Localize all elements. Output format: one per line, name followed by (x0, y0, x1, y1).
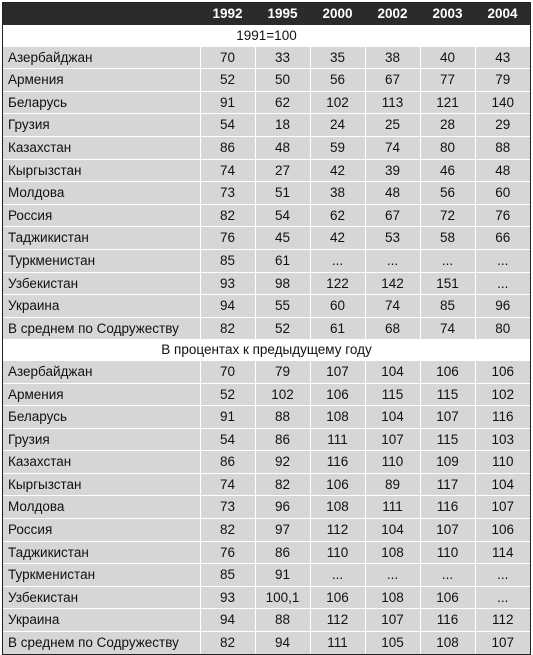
table-row (3, 204, 530, 227)
value-cell: 112 (310, 609, 365, 632)
year-header: 1995 (255, 3, 310, 25)
value-cell: ... (310, 249, 365, 272)
value-cell: 111 (310, 428, 365, 451)
value-cell: 73 (200, 182, 255, 205)
value-cell: 28 (420, 114, 475, 137)
value-cell: 106 (475, 361, 530, 383)
section-header-row (3, 339, 530, 361)
value-cell: 66 (475, 227, 530, 250)
value-cell: 112 (310, 519, 365, 542)
table-row (3, 428, 530, 451)
year-header: 2000 (310, 3, 365, 25)
value-cell: 76 (200, 227, 255, 250)
value-cell: 88 (255, 609, 310, 632)
value-cell: 91 (255, 564, 310, 587)
table-row (3, 136, 530, 159)
value-cell: 107 (420, 406, 475, 429)
value-cell: 106 (420, 361, 475, 383)
country-name: Узбекистан (3, 586, 200, 609)
value-cell: 77 (420, 69, 475, 92)
value-cell: 76 (475, 204, 530, 227)
value-cell: 107 (475, 632, 530, 654)
value-cell: 62 (255, 91, 310, 114)
value-cell: 107 (365, 428, 420, 451)
value-cell: 42 (310, 159, 365, 182)
value-cell: 43 (475, 47, 530, 69)
value-cell: 61 (255, 249, 310, 272)
value-cell: 110 (420, 541, 475, 564)
year-header: 2003 (420, 3, 475, 25)
section-title: 1991=100 (3, 25, 530, 47)
value-cell: 94 (200, 295, 255, 318)
value-cell: 93 (200, 272, 255, 295)
value-cell: 96 (255, 496, 310, 519)
table-row (3, 69, 530, 92)
value-cell: 82 (200, 632, 255, 654)
value-cell: 94 (255, 632, 310, 654)
value-cell: 108 (310, 406, 365, 429)
value-cell: 74 (365, 136, 420, 159)
value-cell: 108 (420, 632, 475, 654)
table-row (3, 564, 530, 587)
value-cell: 115 (420, 428, 475, 451)
value-cell: 142 (365, 272, 420, 295)
country-name: Узбекистан (3, 272, 200, 295)
value-cell: 74 (200, 473, 255, 496)
value-cell: 74 (420, 317, 475, 339)
value-cell: 107 (365, 609, 420, 632)
value-cell: 45 (255, 227, 310, 250)
value-cell: 108 (365, 541, 420, 564)
value-cell: ... (365, 564, 420, 587)
value-cell: 82 (255, 473, 310, 496)
value-cell: 85 (200, 249, 255, 272)
country-name: Казахстан (3, 136, 200, 159)
year-header: 2002 (365, 3, 420, 25)
value-cell: 79 (255, 361, 310, 383)
country-name: Беларусь (3, 91, 200, 114)
value-cell: 72 (420, 204, 475, 227)
value-cell: 107 (420, 519, 475, 542)
table-row (3, 519, 530, 542)
value-cell: 113 (365, 91, 420, 114)
value-cell: 61 (310, 317, 365, 339)
value-cell: 18 (255, 114, 310, 137)
value-cell: 109 (420, 451, 475, 474)
value-cell: 40 (420, 47, 475, 69)
value-cell: 67 (365, 69, 420, 92)
value-cell: 100,1 (255, 586, 310, 609)
country-name: Азербайджан (3, 361, 200, 383)
value-cell: 24 (310, 114, 365, 137)
table-row (3, 227, 530, 250)
country-name: Россия (3, 204, 200, 227)
value-cell: 122 (310, 272, 365, 295)
country-name: Туркменистан (3, 249, 200, 272)
value-cell: 106 (420, 586, 475, 609)
value-cell: 110 (475, 451, 530, 474)
value-cell: 70 (200, 361, 255, 383)
country-name: Кыргызстан (3, 473, 200, 496)
value-cell: 27 (255, 159, 310, 182)
value-cell: 106 (310, 383, 365, 406)
value-cell: 54 (255, 204, 310, 227)
value-cell: 91 (200, 406, 255, 429)
value-cell: 54 (200, 428, 255, 451)
value-cell: 102 (310, 91, 365, 114)
value-cell: 115 (365, 383, 420, 406)
country-name: Армения (3, 69, 200, 92)
table-row (3, 609, 530, 632)
value-cell: 51 (255, 182, 310, 205)
value-cell: 86 (255, 541, 310, 564)
value-cell: 85 (420, 295, 475, 318)
value-cell: ... (475, 586, 530, 609)
table-row (3, 361, 530, 383)
value-cell: 38 (365, 47, 420, 69)
value-cell: 29 (475, 114, 530, 137)
country-name: Армения (3, 383, 200, 406)
value-cell: 42 (310, 227, 365, 250)
value-cell: 86 (200, 451, 255, 474)
value-cell: 54 (200, 114, 255, 137)
table-row (3, 406, 530, 429)
country-name: Молдова (3, 182, 200, 205)
value-cell: 56 (420, 182, 475, 205)
section-title: В процентах к предыдущему году (3, 339, 530, 361)
value-cell: 52 (200, 69, 255, 92)
value-cell: ... (310, 564, 365, 587)
value-cell: 85 (200, 564, 255, 587)
value-cell: 93 (200, 586, 255, 609)
value-cell: 82 (200, 519, 255, 542)
value-cell: 114 (475, 541, 530, 564)
value-cell: 121 (420, 91, 475, 114)
header-row (3, 3, 530, 25)
value-cell: 67 (365, 204, 420, 227)
table-row (3, 114, 530, 137)
country-name: Беларусь (3, 406, 200, 429)
table-row (3, 541, 530, 564)
value-cell: 111 (310, 632, 365, 654)
value-cell: 73 (200, 496, 255, 519)
value-cell: 55 (255, 295, 310, 318)
value-cell: 46 (420, 159, 475, 182)
value-cell: 91 (200, 91, 255, 114)
value-cell: 96 (475, 295, 530, 318)
value-cell: 48 (255, 136, 310, 159)
value-cell: 62 (310, 204, 365, 227)
value-cell: 76 (200, 541, 255, 564)
value-cell: ... (420, 249, 475, 272)
country-name: Казахстан (3, 451, 200, 474)
country-name: Грузия (3, 428, 200, 451)
value-cell: 88 (255, 406, 310, 429)
value-cell: 104 (475, 473, 530, 496)
value-cell: 117 (420, 473, 475, 496)
country-name: В среднем по Содружеству (3, 317, 200, 339)
value-cell: 116 (420, 609, 475, 632)
year-header: 1992 (200, 3, 255, 25)
table-row (3, 317, 530, 339)
value-cell: 82 (200, 204, 255, 227)
value-cell: 60 (475, 182, 530, 205)
value-cell: 116 (310, 451, 365, 474)
table-row (3, 249, 530, 272)
value-cell: ... (475, 249, 530, 272)
value-cell: 35 (310, 47, 365, 69)
value-cell: 70 (200, 47, 255, 69)
value-cell: 110 (365, 451, 420, 474)
country-name: Таджикистан (3, 227, 200, 250)
table-row (3, 295, 530, 318)
value-cell: 110 (310, 541, 365, 564)
value-cell: ... (420, 564, 475, 587)
value-cell: 116 (475, 406, 530, 429)
table-row (3, 159, 530, 182)
data-table-frame (2, 2, 531, 655)
value-cell: ... (475, 564, 530, 587)
value-cell: 107 (475, 496, 530, 519)
value-cell: 74 (365, 295, 420, 318)
table-row (3, 632, 530, 654)
value-cell: 104 (365, 519, 420, 542)
country-name: Таджикистан (3, 541, 200, 564)
value-cell: 58 (420, 227, 475, 250)
value-cell: 106 (475, 519, 530, 542)
value-cell: 105 (365, 632, 420, 654)
value-cell: 56 (310, 69, 365, 92)
country-name: Грузия (3, 114, 200, 137)
country-name: Молдова (3, 496, 200, 519)
value-cell: 97 (255, 519, 310, 542)
country-name: Азербайджан (3, 47, 200, 69)
value-cell: 53 (365, 227, 420, 250)
country-name: Кыргызстан (3, 159, 200, 182)
country-name: Украина (3, 609, 200, 632)
value-cell: 50 (255, 69, 310, 92)
value-cell: 94 (200, 609, 255, 632)
header-corner (3, 3, 200, 25)
table-row (3, 272, 530, 295)
year-header: 2004 (475, 3, 530, 25)
country-name: Россия (3, 519, 200, 542)
table-row (3, 496, 530, 519)
value-cell: 80 (475, 317, 530, 339)
value-cell: 33 (255, 47, 310, 69)
table-row (3, 586, 530, 609)
country-name: В среднем по Содружеству (3, 632, 200, 654)
value-cell: 111 (365, 496, 420, 519)
value-cell: 115 (420, 383, 475, 406)
value-cell: 82 (200, 317, 255, 339)
value-cell: 59 (310, 136, 365, 159)
value-cell: 92 (255, 451, 310, 474)
value-cell: 48 (365, 182, 420, 205)
value-cell: 102 (475, 383, 530, 406)
value-cell: 112 (475, 609, 530, 632)
value-cell: 39 (365, 159, 420, 182)
country-name: Украина (3, 295, 200, 318)
value-cell: 102 (255, 383, 310, 406)
value-cell: ... (475, 272, 530, 295)
value-cell: 103 (475, 428, 530, 451)
value-cell: 25 (365, 114, 420, 137)
value-cell: 86 (255, 428, 310, 451)
table-row (3, 451, 530, 474)
table-body (3, 25, 530, 654)
table-row (3, 473, 530, 496)
value-cell: 104 (365, 361, 420, 383)
value-cell: 79 (475, 69, 530, 92)
value-cell: ... (365, 249, 420, 272)
value-cell: 80 (420, 136, 475, 159)
value-cell: 108 (310, 496, 365, 519)
value-cell: 104 (365, 406, 420, 429)
value-cell: 116 (420, 496, 475, 519)
table-row (3, 47, 530, 69)
value-cell: 106 (310, 473, 365, 496)
value-cell: 106 (310, 586, 365, 609)
data-table (3, 3, 530, 654)
value-cell: 60 (310, 295, 365, 318)
table-row (3, 91, 530, 114)
value-cell: 48 (475, 159, 530, 182)
value-cell: 108 (365, 586, 420, 609)
value-cell: 74 (200, 159, 255, 182)
value-cell: 98 (255, 272, 310, 295)
value-cell: 140 (475, 91, 530, 114)
value-cell: 52 (255, 317, 310, 339)
value-cell: 68 (365, 317, 420, 339)
table-row (3, 182, 530, 205)
value-cell: 89 (365, 473, 420, 496)
value-cell: 151 (420, 272, 475, 295)
value-cell: 107 (310, 361, 365, 383)
value-cell: 38 (310, 182, 365, 205)
value-cell: 88 (475, 136, 530, 159)
table-row (3, 383, 530, 406)
section-header-row (3, 25, 530, 47)
value-cell: 86 (200, 136, 255, 159)
country-name: Туркменистан (3, 564, 200, 587)
value-cell: 52 (200, 383, 255, 406)
